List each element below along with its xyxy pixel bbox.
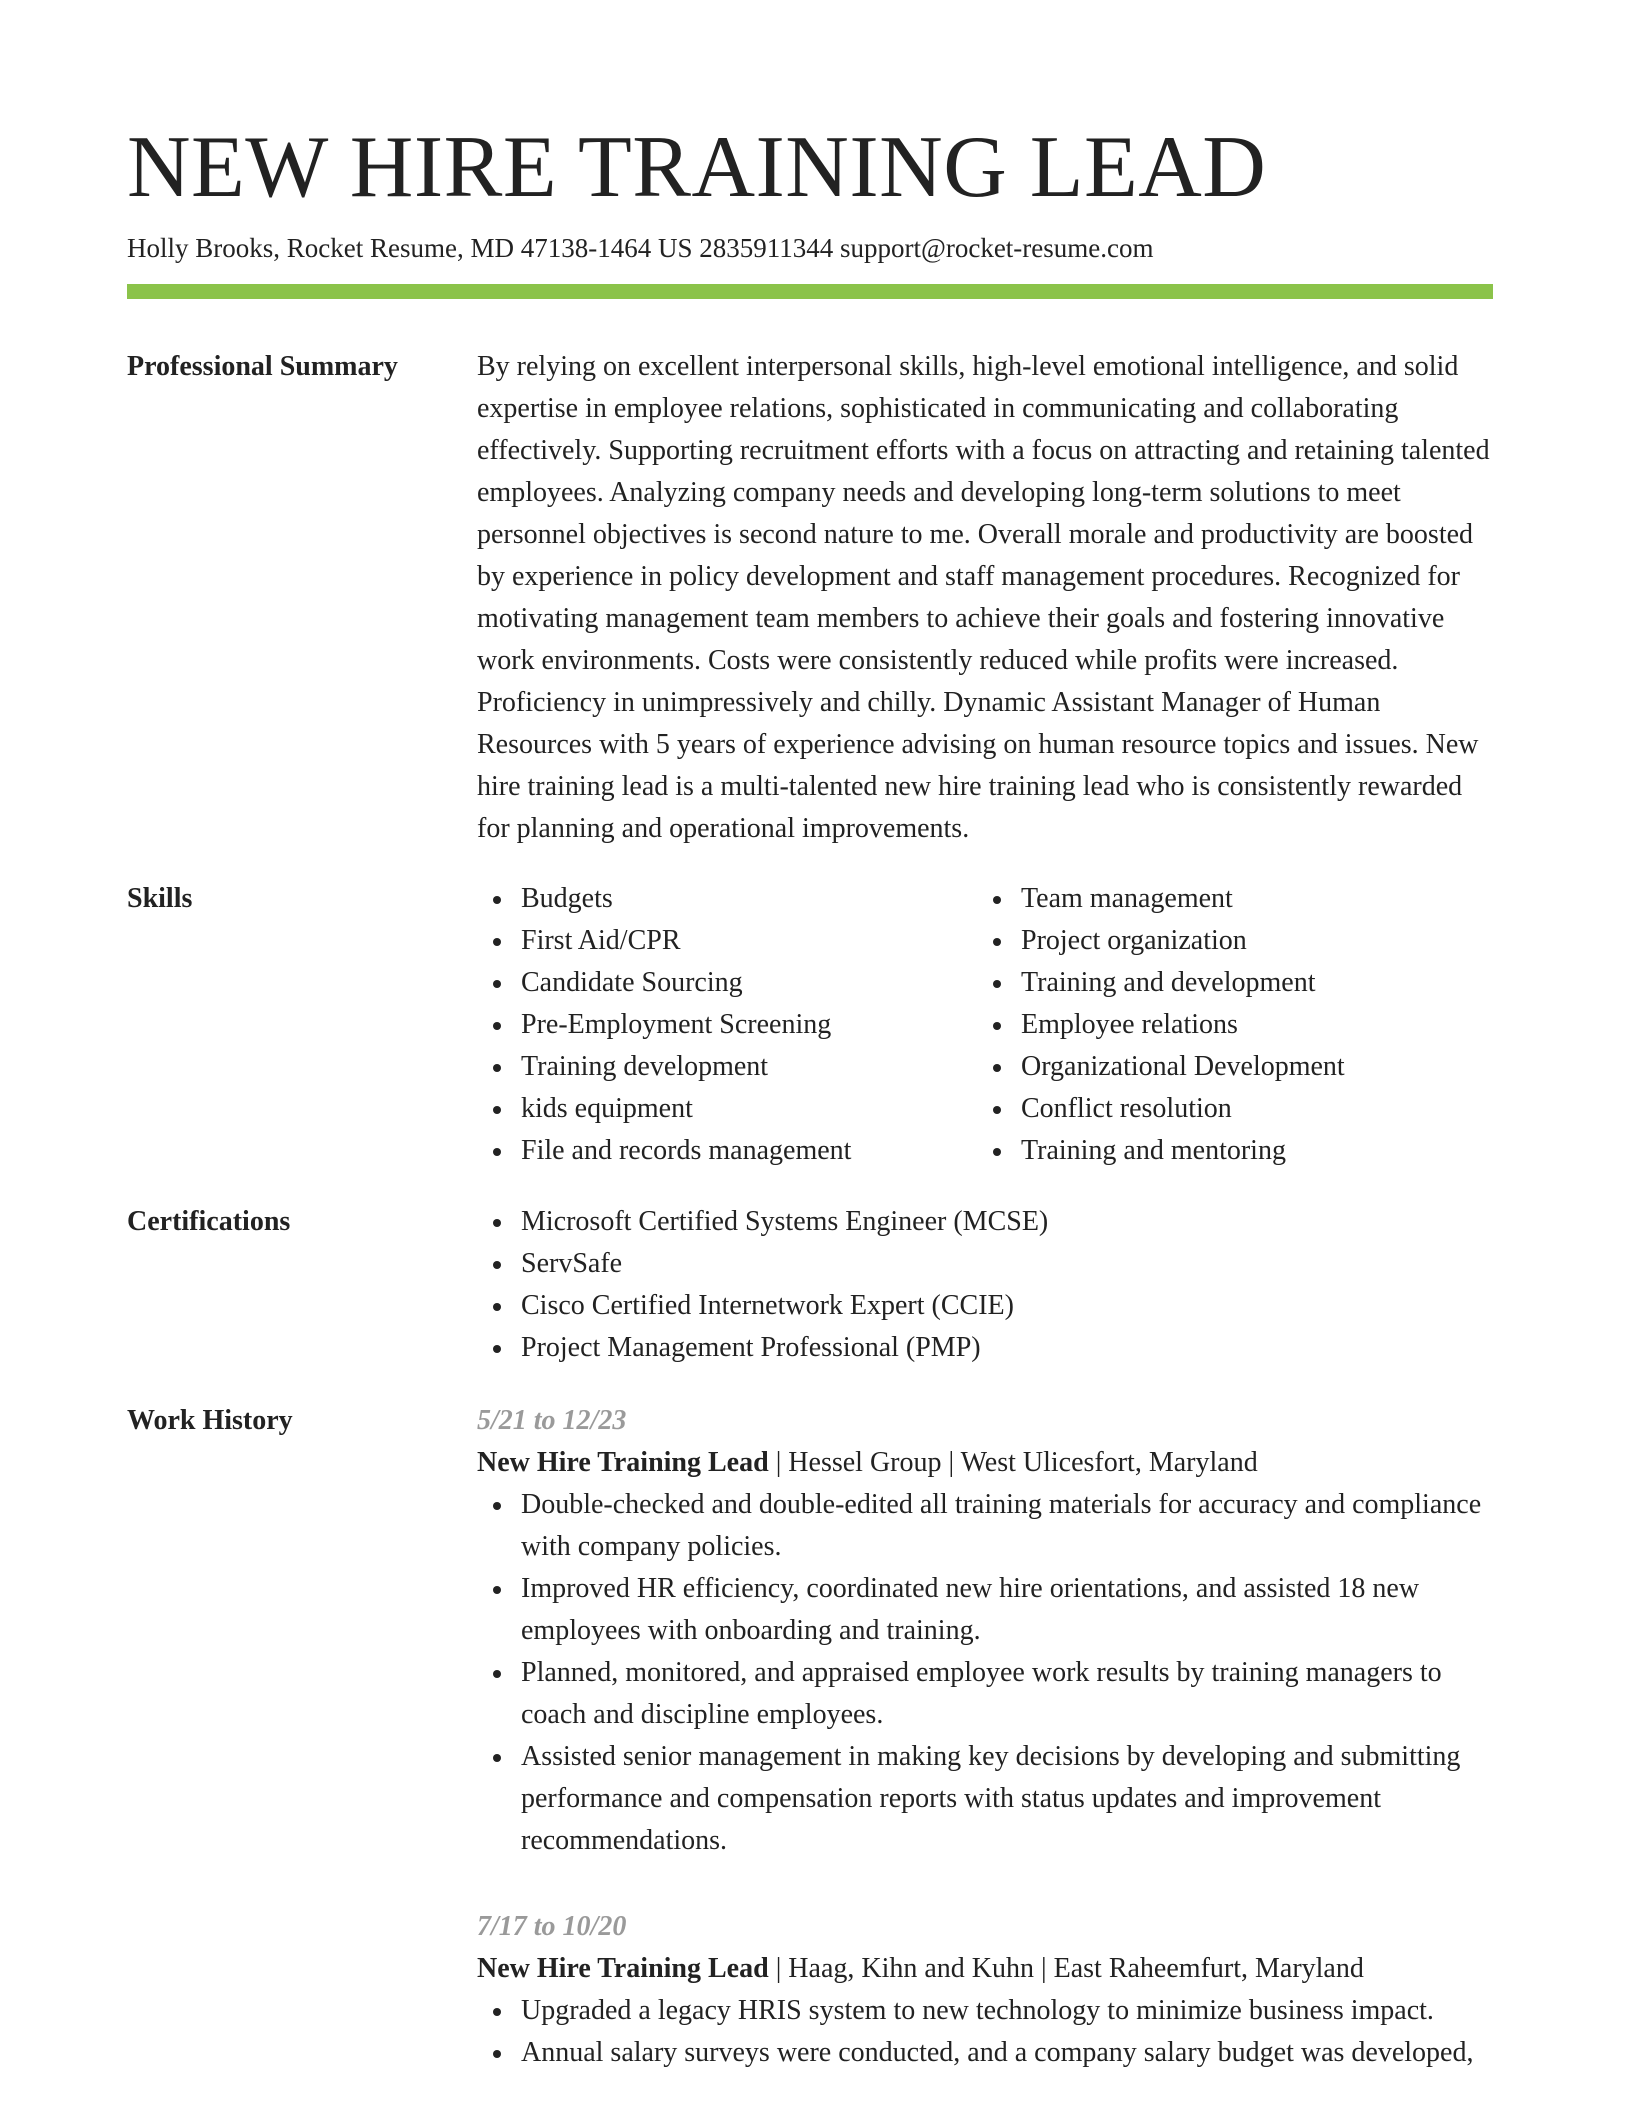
certifications-list xyxy=(477,1201,1493,1369)
certifications-label: Certifications xyxy=(127,1206,291,1237)
job-bullet-list xyxy=(477,1990,1493,2074)
contact-line: Holly Brooks, Rocket Resume, MD 47138-1464 US 2835911344 support@rocket-resume.com xyxy=(127,233,1154,263)
skill-item: Pre-Employment Screening xyxy=(521,1004,977,1046)
skill-item: Organizational Development xyxy=(1021,1046,1477,1088)
job-bullet: Improved HR efficiency, coordinated new hire orientations, and assisted 18 new employees with onboarding and training. xyxy=(521,1568,1493,1652)
work-history-body xyxy=(477,1400,1493,2118)
certifications-body xyxy=(477,1201,1493,1369)
skill-item: Employee relations xyxy=(1021,1004,1477,1046)
skill-item: kids equipment xyxy=(521,1088,977,1130)
skills-body xyxy=(477,878,1493,1172)
job-heading xyxy=(477,1948,1493,1990)
job-entry xyxy=(477,1906,1493,2074)
skill-item: Team management xyxy=(1021,878,1477,920)
certification-item: ServSafe xyxy=(521,1243,1493,1285)
skill-item: Conflict resolution xyxy=(1021,1088,1477,1130)
skill-item: Training development xyxy=(521,1046,977,1088)
skill-item: Candidate Sourcing xyxy=(521,962,977,1004)
job-date: 7/17 to 10/20 xyxy=(477,1911,627,1942)
job-date: 5/21 to 12/23 xyxy=(477,1405,627,1436)
job-heading xyxy=(477,1442,1493,1484)
accent-divider xyxy=(127,284,1493,299)
skills-column-left xyxy=(477,878,977,1172)
job-employer-location: | Hessel Group | West Ulicesfort, Maryland xyxy=(768,1447,1258,1478)
skill-item: First Aid/CPR xyxy=(521,920,977,962)
summary-label: Professional Summary xyxy=(127,351,398,382)
job-employer-location: | Haag, Kihn and Kuhn | East Raheemfurt, Maryland xyxy=(768,1953,1364,1984)
certification-item: Cisco Certified Internetwork Expert (CCIE) xyxy=(521,1285,1493,1327)
skill-item: File and records management xyxy=(521,1130,977,1172)
summary-body xyxy=(477,346,1493,850)
skills-list-right xyxy=(977,878,1477,1172)
job-bullet-list xyxy=(477,1484,1493,1862)
job-bullet: Upgraded a legacy HRIS system to new technology to minimize business impact. xyxy=(521,1990,1493,2032)
certification-item: Project Management Professional (PMP) xyxy=(521,1327,1493,1369)
job-bullet: Annual salary surveys were conducted, and a company salary budget was developed, xyxy=(521,2032,1493,2074)
skill-item: Training and development xyxy=(1021,962,1477,1004)
work-history-label: Work History xyxy=(127,1405,293,1436)
skills-label: Skills xyxy=(127,883,193,914)
skill-item: Training and mentoring xyxy=(1021,1130,1477,1172)
resume-title: NEW HIRE TRAINING LEAD xyxy=(127,119,1267,216)
skills-list-left xyxy=(477,878,977,1172)
job-entry xyxy=(477,1400,1493,1862)
job-bullet: Double-checked and double-edited all training materials for accuracy and compliance with company policies. xyxy=(521,1484,1493,1568)
job-bullet: Assisted senior management in making key decisions by developing and submitting performance and compensation reports with status updates and improvement recommendations. xyxy=(521,1736,1493,1862)
skill-item: Project organization xyxy=(1021,920,1477,962)
summary-text: By relying on excellent interpersonal skills, high-level emotional intelligence, and solid expertise in employee relations, sophisticated in communicating and collaborating effectively. Supporting recruitment efforts with a focus on attracting and retaining talented employees. Analyzing company needs and developing long-term solutions to meet personnel objectives is second nature to me. Overall morale and productivity are boosted by experience in policy development and staff management procedures. Recognized for motivating management team members to achieve their goals and fostering innovative work environments. Costs were consistently reduced while profits were increased. Proficiency in unimpressively and chilly. Dynamic Assistant Manager of Human Resources with 5 years of experience advising on human resource topics and issues. New hire training lead is a multi-talented new hire training lead who is consistently rewarded for planning and operational improvements. xyxy=(477,351,1490,844)
job-bullet: Planned, monitored, and appraised employee work results by training managers to coach and discipline employees. xyxy=(521,1652,1493,1736)
job-title: New Hire Training Lead xyxy=(477,1953,769,1984)
certification-item: Microsoft Certified Systems Engineer (MCSE) xyxy=(521,1201,1493,1243)
job-title: New Hire Training Lead xyxy=(477,1447,769,1478)
skill-item: Budgets xyxy=(521,878,977,920)
skills-column-right xyxy=(977,878,1477,1172)
